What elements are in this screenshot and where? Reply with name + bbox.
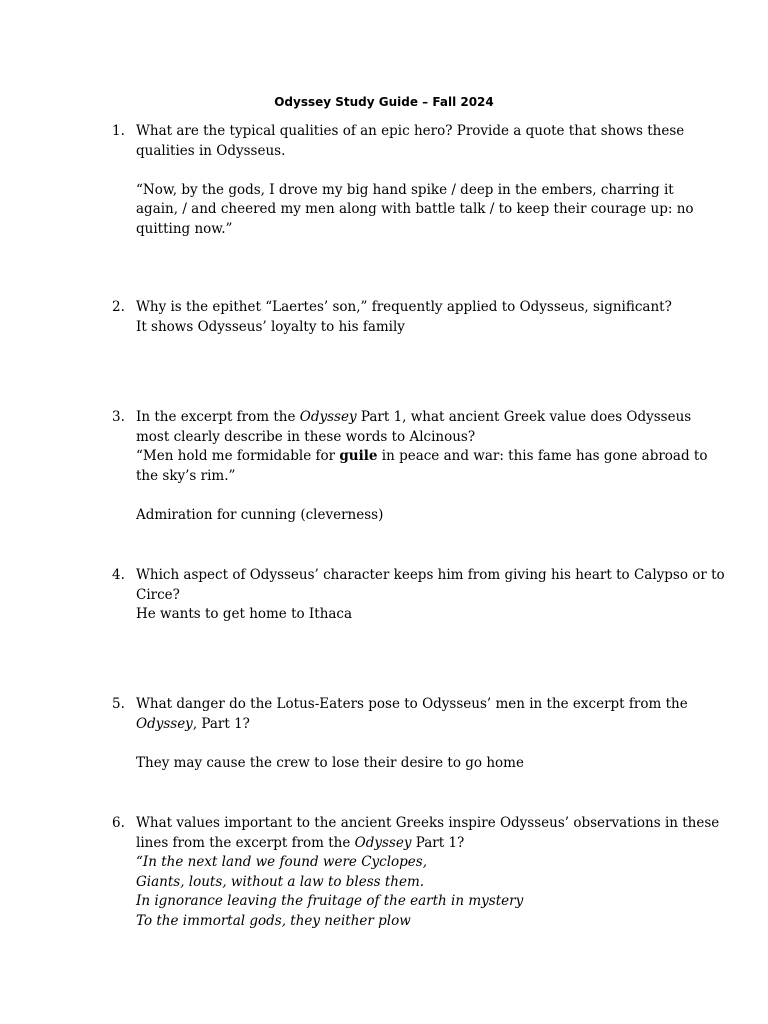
text-run: “Men hold me formidable for — [136, 448, 340, 465]
answer-quote-line: quitting now.” — [136, 220, 233, 237]
poem-line: Giants, louts, without a law to bless them. — [136, 873, 425, 890]
question-text-line — [136, 834, 692, 854]
question-number: 3. — [112, 409, 125, 425]
title-italic: Odyssey — [136, 715, 193, 732]
quote-line: the sky’s rim.” — [136, 467, 236, 484]
question-number: 5. — [112, 696, 125, 712]
question-1 — [112, 122, 692, 240]
question-text-line — [136, 408, 692, 428]
question-3 — [112, 408, 708, 526]
question-number: 6. — [112, 815, 125, 831]
page-title: Odyssey Study Guide – Fall 2024 — [274, 95, 494, 109]
question-2 — [112, 298, 692, 337]
text-run: In the excerpt from the — [136, 409, 300, 425]
poem-line: To the immortal gods, they neither plow — [136, 912, 411, 929]
question-text-line: qualities in Odysseus. — [136, 142, 286, 159]
question-5 — [112, 695, 692, 773]
question-6 — [112, 814, 720, 932]
question-text-line: most clearly describe in these words to Alcinous? — [136, 428, 476, 445]
text-run: Part 1? — [411, 834, 465, 851]
text-run: in peace and war: this fame has gone abroad to — [377, 448, 708, 465]
title-italic: Odyssey — [354, 834, 412, 851]
bold-word: guile — [339, 448, 378, 465]
question-text-line: Why is the epithet “Laertes’ son,” frequently applied to Odysseus, significant? — [136, 299, 672, 315]
poem-line: “In the next land we found were Cyclopes, — [136, 854, 428, 871]
answer-quote-line: “Now, by the gods, I drove my big hand spike / deep in the embers, charring it — [136, 181, 674, 198]
question-text-line: Circe? — [136, 586, 180, 603]
text-run: , Part 1? — [192, 715, 250, 732]
question-text-line — [136, 715, 692, 735]
question-number: 4. — [112, 567, 125, 583]
text-run: Part 1, what ancient Greek value does Odysseus — [356, 409, 692, 425]
question-text-line: Which aspect of Odysseus’ character keeps him from giving his heart to Calypso or to — [136, 567, 725, 583]
poem-line: In ignorance leaving the fruitage of the earth in mystery — [136, 893, 524, 910]
answer-line: It shows Odysseus’ loyalty to his family — [136, 318, 405, 335]
question-text-line: What danger do the Lotus-Eaters pose to Odysseus’ men in the excerpt from the — [136, 696, 688, 712]
title-italic: Odyssey — [299, 409, 357, 425]
answer-quote-line: again, / and cheered my men along with battle talk / to keep their courage up: no — [136, 201, 694, 218]
question-text-line: What values important to the ancient Greeks inspire Odysseus’ observations in these — [136, 815, 720, 831]
question-4 — [112, 566, 725, 625]
question-text-line: What are the typical qualities of an epic hero? Provide a quote that shows these — [136, 123, 685, 139]
question-number: 2. — [112, 299, 125, 315]
answer-line: He wants to get home to Ithaca — [136, 606, 353, 623]
quote-line — [136, 447, 708, 467]
question-number: 1. — [112, 123, 125, 139]
answer-line: They may cause the crew to lose their desire to go home — [136, 754, 524, 771]
text-run: lines from the excerpt from the — [136, 834, 355, 851]
answer-line: Admiration for cunning (cleverness) — [136, 506, 384, 523]
